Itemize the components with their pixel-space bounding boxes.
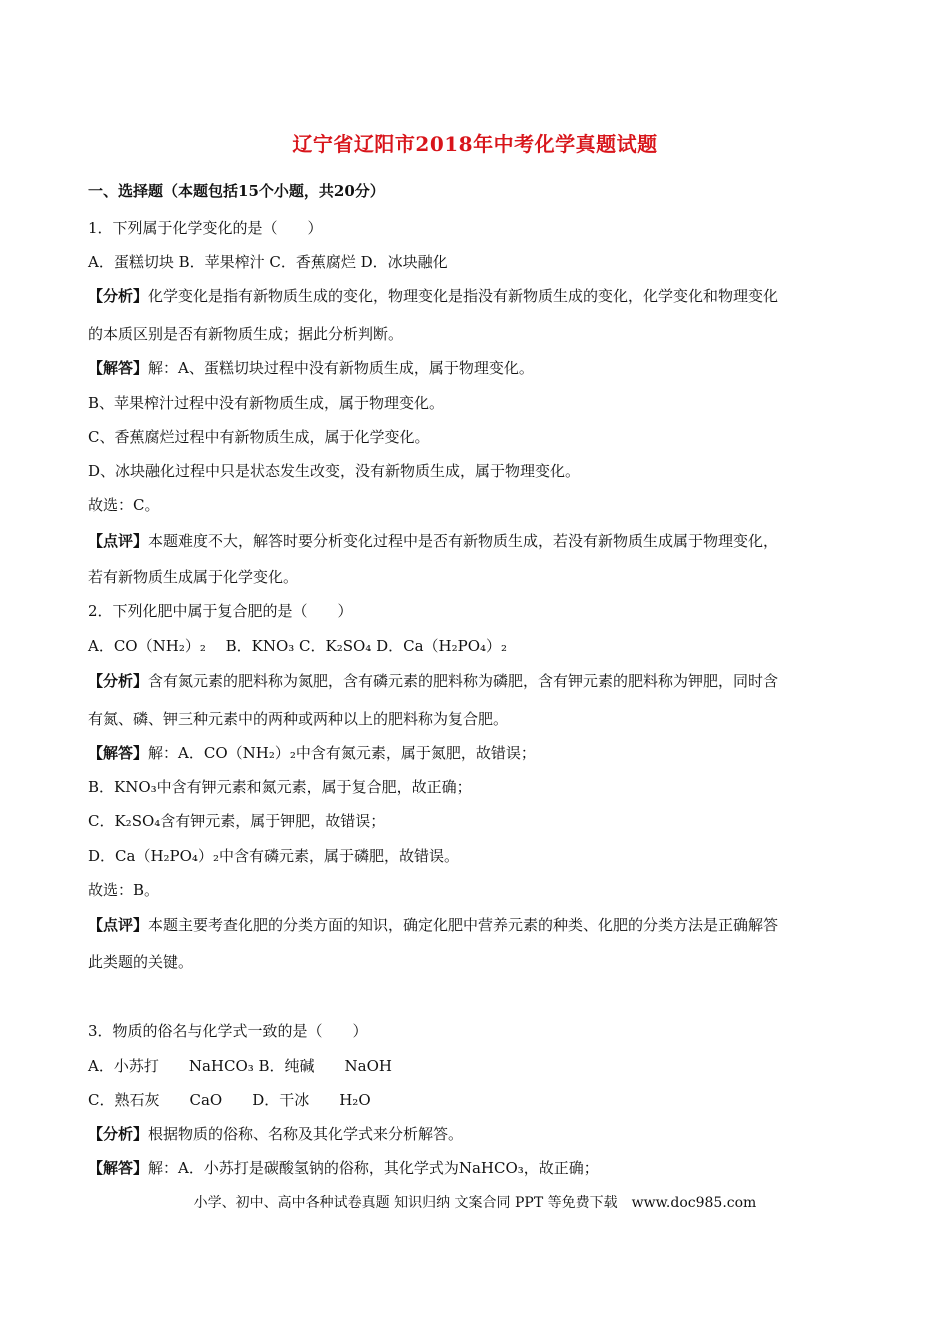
line-text: 本题主要考查化肥的分类方面的知识，确定化肥中营养元素的种类、化肥的分类方法是正确解答 bbox=[148, 916, 779, 934]
line-text: 的本质区别是否有新物质生成；据此分析判断。 bbox=[88, 325, 404, 343]
line-text: 2．下列化肥中属于复合肥的是（ ） bbox=[88, 602, 353, 620]
line-text: 化学变化是指有新物质生成的变化，物理变化是指没有新物质生成的变化，化学变化和物理变化 bbox=[148, 287, 779, 305]
line-text: A．蛋糕切块 B．苹果榨汁 C．香蕉腐烂 D．冰块融化 bbox=[88, 253, 448, 271]
line-text: 3．物质的俗名与化学式一致的是（ ） bbox=[88, 1022, 368, 1040]
text-line bbox=[88, 286, 868, 306]
line-text: 解：A．小苏打是碳酸氢钠的俗称，其化学式为NaHCO₃，故正确； bbox=[148, 1159, 599, 1177]
line-text: 解：A．CO（NH₂）₂中含有氮元素，属于氮肥，故错误； bbox=[148, 744, 536, 762]
text-line bbox=[88, 880, 868, 900]
page-footer: 小学、初中、高中各种试卷真题 知识归纳 文案合同 PPT 等免费下载 www.doc985.com bbox=[193, 1195, 757, 1211]
line-text: 故选：B。 bbox=[88, 881, 160, 899]
line-text: 1．下列属于化学变化的是（ ） bbox=[88, 219, 323, 237]
line-text: C、香蕉腐烂过程中有新物质生成，属于化学变化。 bbox=[88, 428, 430, 446]
line-text: D．Ca（H₂PO₄）₂中含有磷元素，属于磷肥，故错误。 bbox=[88, 847, 459, 865]
section-heading: 一、选择题（本题包括15个小题，共20分） bbox=[88, 182, 385, 200]
text-line bbox=[88, 495, 868, 515]
annotation-tag: 【点评】 bbox=[88, 532, 149, 550]
text-line bbox=[88, 915, 868, 935]
text-line bbox=[88, 743, 868, 763]
line-text: 故选：C。 bbox=[88, 496, 160, 514]
text-line bbox=[88, 218, 868, 238]
text-line bbox=[88, 252, 868, 272]
text-line bbox=[88, 1021, 868, 1041]
text-line bbox=[88, 636, 868, 656]
text-line bbox=[88, 427, 868, 447]
line-text: 有氮、磷、钾三种元素中的两种或两种以上的肥料称为复合肥。 bbox=[88, 710, 509, 728]
line-text: B、苹果榨汁过程中没有新物质生成，属于物理变化。 bbox=[88, 394, 445, 412]
text-line bbox=[88, 567, 868, 587]
text-line bbox=[88, 358, 868, 378]
document-title: 辽宁省辽阳市2018年中考化学真题试题 bbox=[292, 132, 658, 156]
text-line bbox=[88, 324, 868, 344]
line-text: 此类题的关键。 bbox=[88, 953, 194, 971]
text-line bbox=[88, 1124, 868, 1144]
line-text: 含有氮元素的肥料称为氮肥，含有磷元素的肥料称为磷肥，含有钾元素的肥料称为钾肥，同时含 bbox=[148, 672, 779, 690]
text-line bbox=[88, 709, 868, 729]
text-line bbox=[88, 777, 868, 797]
annotation-tag: 【分析】 bbox=[88, 287, 149, 305]
annotation-tag: 【解答】 bbox=[88, 1159, 149, 1177]
text-line bbox=[88, 393, 868, 413]
line-text: C．熟石灰 CaO D．干冰 H₂O bbox=[88, 1091, 371, 1109]
text-line bbox=[88, 1090, 868, 1110]
text-line bbox=[88, 531, 868, 551]
line-text: 解：A、蛋糕切块过程中没有新物质生成，属于物理变化。 bbox=[148, 359, 534, 377]
line-text: 本题难度不大，解答时要分析变化过程中是否有新物质生成，若没有新物质生成属于物理变化， bbox=[148, 532, 779, 550]
line-text: B．KNO₃中含有钾元素和氮元素，属于复合肥，故正确； bbox=[88, 778, 472, 796]
line-text: A．小苏打 NaHCO₃ B．纯碱 NaOH bbox=[88, 1057, 393, 1075]
annotation-tag: 【分析】 bbox=[88, 1125, 149, 1143]
text-line bbox=[88, 952, 868, 972]
line-text: D、冰块融化过程中只是状态发生改变，没有新物质生成，属于物理变化。 bbox=[88, 462, 581, 480]
annotation-tag: 【分析】 bbox=[88, 672, 149, 690]
text-line bbox=[88, 601, 868, 621]
text-line bbox=[88, 461, 868, 481]
line-text: 若有新物质生成属于化学变化。 bbox=[88, 568, 299, 586]
annotation-tag: 【点评】 bbox=[88, 916, 149, 934]
text-line bbox=[88, 1056, 868, 1076]
line-text: A．CO（NH₂）₂ B．KNO₃ C．K₂SO₄ D．Ca（H₂PO₄）₂ bbox=[88, 637, 508, 655]
text-line bbox=[88, 811, 868, 831]
text-line bbox=[88, 1158, 868, 1178]
text-line bbox=[88, 671, 868, 691]
text-line bbox=[88, 846, 868, 866]
annotation-tag: 【解答】 bbox=[88, 359, 149, 377]
line-text: 根据物质的俗称、名称及其化学式来分析解答。 bbox=[148, 1125, 464, 1143]
line-text: C．K₂SO₄含有钾元素，属于钾肥，故错误； bbox=[88, 812, 386, 830]
annotation-tag: 【解答】 bbox=[88, 744, 149, 762]
